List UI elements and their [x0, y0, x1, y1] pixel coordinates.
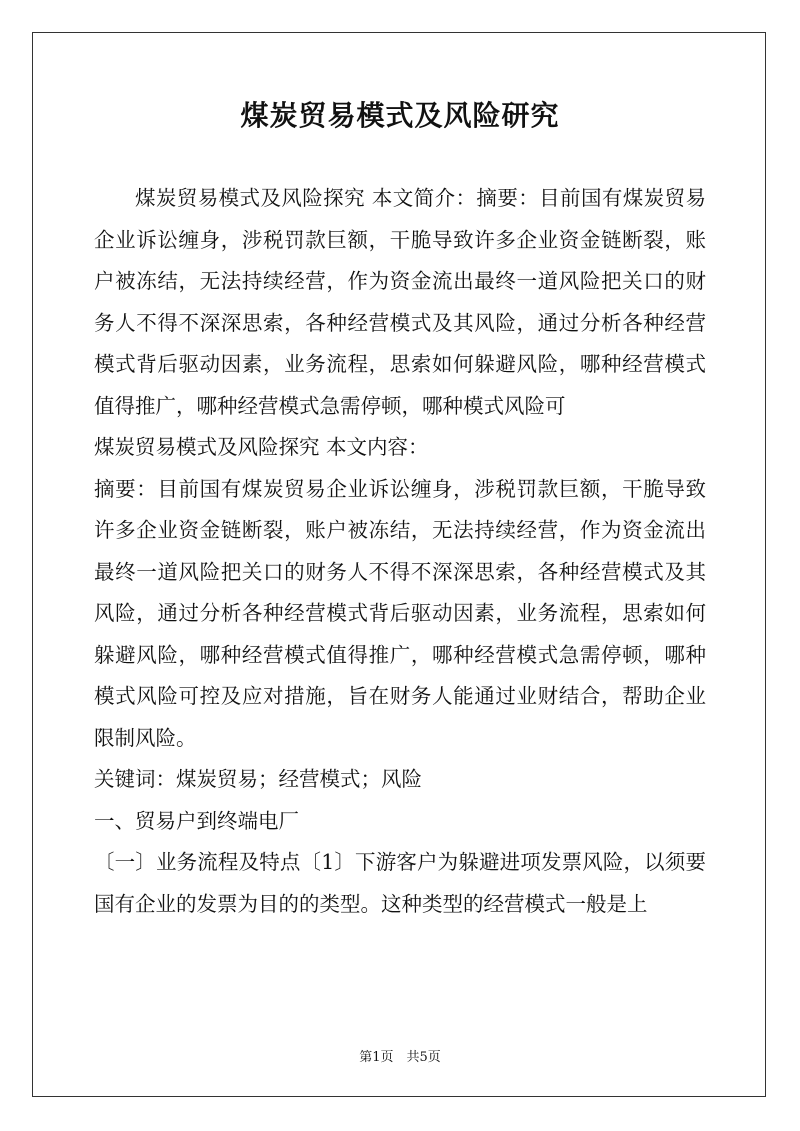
keywords-line: 关键词：煤炭贸易；经营模式；风险 — [94, 767, 422, 791]
page-number-footer: 第1页 共5页 — [359, 1050, 441, 1065]
section-heading: 一、贸易户到终端电厂 — [94, 808, 299, 833]
document-title: 煤炭贸易模式及风险研究 — [240, 99, 560, 132]
document-body — [94, 178, 706, 925]
abstract-paragraph: 摘要：目前国有煤炭贸易企业诉讼缠身，涉税罚款巨额，干脆导致许多企业资金链断裂，账户被冻结，无法持续经营，作为资金流出最终一道风险把关口的财务人不得不深深思索，各种经营模式及其风险，通过分析各种经营模式背后驱动因素，业务流程，思索如何躲避风险，哪种经营模式值得推广，哪种经营模式急需停顿，哪种模式风险可控及应对措施，旨在财务人能通过业财结合，帮助企业限制风险。 — [94, 476, 706, 750]
intro-paragraph: 煤炭贸易模式及风险探究 本文简介：摘要：目前国有煤炭贸易企业诉讼缠身，涉税罚款巨额，干脆导致许多企业资金链断裂，账户被冻结，无法持续经营，作为资金流出最终一道风险把关口的财务人不得不深深思索，各种经营模式及其风险，通过分析各种经营模式背后驱动因素，业务流程，思索如何躲避风险，哪种经营模式值得推广，哪种经营模式急需停顿，哪种模式风险可 — [94, 186, 706, 418]
content-heading: 煤炭贸易模式及风险探究 本文内容： — [94, 435, 429, 459]
subsection-paragraph: 〔一〕业务流程及特点〔1〕下游客户为躲避进项发票风险，以须要国有企业的发票为目的的类型。这种类型的经营模式一般是上 — [94, 850, 706, 916]
